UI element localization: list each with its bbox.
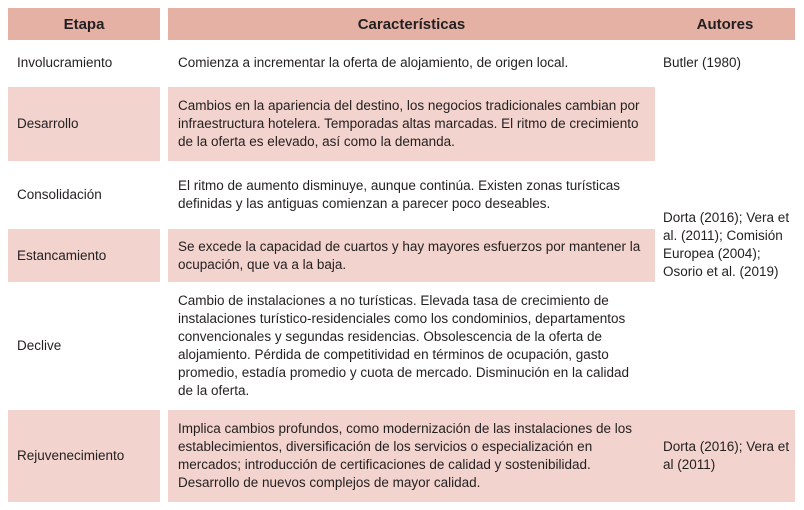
stage-desarrollo: Desarrollo bbox=[17, 116, 79, 131]
stage-involucramiento: Involucramiento bbox=[17, 55, 113, 70]
description-desarrollo: Cambios en la apariencia del destino, los negocios tradicionales cambian por infraestructura hotelera. Temporadas altas marcadas. El ritmo de crecimiento de la oferta es elevado, así como la demanda. bbox=[178, 98, 640, 149]
stage-estancamiento: Estancamiento bbox=[17, 247, 107, 263]
description-involucramiento: Comienza a incrementar la oferta de alojamiento, de origen local. bbox=[178, 55, 569, 70]
authors-rejuvenecimiento: Dorta (2016); Vera et al (2011) bbox=[663, 439, 790, 472]
header-etapa: Etapa bbox=[8, 8, 160, 40]
stage-declive: Declive bbox=[17, 338, 62, 353]
stage-rejuvenecimiento: Rejuvenecimiento bbox=[17, 448, 125, 463]
description-declive: Cambio de instalaciones a no turísticas. Elevada tasa de crecimiento de instalaciones turístico-residenciales como los condominios, departamentos convencionales y segundas residencias. Obsolescencia de la oferta de alojamiento. Pérdida de competitividad en términos de ocupación, gasto promedio, estadía promedio y cuota de mercado. Disminución en la calidad de la oferta. bbox=[178, 293, 629, 398]
column-separator bbox=[160, 87, 168, 502]
description-consolidacion: El ritmo de aumento disminuye, aunque continúa. Existen zonas turísticas definidas y las antiguas comienzan a parecer poco deseables. bbox=[178, 178, 620, 211]
header-autores: Autores bbox=[655, 8, 795, 40]
header-caracteristicas: Características bbox=[168, 8, 655, 40]
description-estancamiento: Se excede la capacidad de cuartos y hay mayores esfuerzos por mantener la ocupación, que va a la baja. bbox=[178, 238, 641, 272]
description-rejuvenecimiento: Implica cambios profundos, como modernización de las instalaciones de los establecimientos, diversificación de los servicios o especialización en mercados; introducción de certificaciones de calidad y sostenibilidad. Desarrollo de nuevos complejos de mayor calidad. bbox=[178, 421, 632, 490]
authors-merged: Dorta (2016); Vera et al. (2011); Comisión Europea (2004); Osorio et al. (2019) bbox=[663, 210, 790, 279]
stage-consolidacion: Consolidación bbox=[17, 187, 102, 202]
authors-involucramiento: Butler (1980) bbox=[663, 55, 742, 70]
